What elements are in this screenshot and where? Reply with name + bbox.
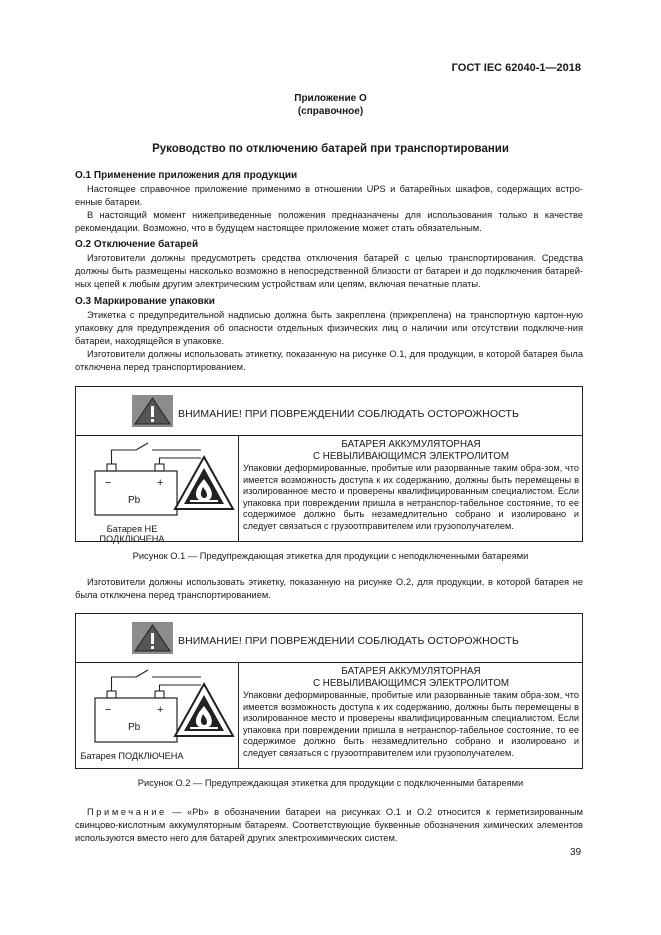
label-heading-line2: С НЕВЫЛИВАЮЩИМСЯ ЭЛЕКТРОЛИТОМ <box>313 450 509 462</box>
page-number: 39 <box>570 847 582 858</box>
label-heading-line1: БАТАРЕЯ АККУМУЛЯТОРНАЯ <box>341 666 481 677</box>
warning-label-disconnected <box>75 386 583 542</box>
appendix-title: Приложение О <box>294 93 367 104</box>
battery-plus: + <box>157 704 164 716</box>
note-text: — «Pb» в обозначении батареи на рисунках О.1 и О.2 относится к герметизированным свинцово-кислотным аккумуляторным батареям. Соответствующие буквенные обозначения химических элементов используются вместо него для батарей других электрохимических систем. <box>75 807 583 843</box>
note-label: Примечание <box>87 807 167 817</box>
appendix-subtitle: (справочное) <box>297 106 364 117</box>
paragraph-o2-1: Изготовители должны предусмотреть средства отключения батарей с целью транспортирования. Средства должны быть размещены насколько возможно в непосредственной близости от батареи и до подключения батарей-ных цепей к любым другим электрическим устройствам или цепям, включая печатные платы. <box>75 253 583 289</box>
label-info <box>243 439 579 532</box>
label-instructions: Упаковки деформированные, пробитые или разорванные таким обра-зом, что имеется возможность доступа к их содержанию, должны быть перемещены в изолированное место и проверены квалифицированным специалистом. Если упаковка при повреждении пришла в нетранспор-табельное состояние, то ее содержимое должно быть незамедлительно собрано и изолировано и следует связаться с грузоотправителем или грузополучателем. <box>243 690 579 758</box>
warning-icon <box>132 395 173 427</box>
standard-header: ГОСТ IEC 62040-1—2018 <box>451 62 581 74</box>
note-paragraph <box>75 806 583 844</box>
figure-caption-1: Рисунок О.1 — Предупреждающая этикетка для продукции с неподключенными батареями <box>132 551 529 561</box>
warning-text: ВНИМАНИЕ! ПРИ ПОВРЕЖДЕНИИ СОБЛЮДАТЬ ОСТОРОЖНОСТЬ <box>178 635 519 647</box>
label-warning-bar <box>76 387 582 436</box>
battery-minus: − <box>105 704 112 716</box>
section-heading-o2: О.2 Отключение батарей <box>75 239 199 250</box>
battery-status: Батарея ПОДКЛЮЧЕНА <box>80 751 184 761</box>
flammable-warning-icon <box>175 457 233 509</box>
page-title: Руководство по отключению батарей при транспортировании <box>152 143 509 155</box>
battery-panel <box>76 662 239 768</box>
section-heading-o1: О.1 Применение приложения для продукции <box>75 170 298 181</box>
section-heading-o3: О.3 Маркирование упаковки <box>75 296 215 307</box>
label-warning-bar <box>76 614 582 663</box>
label-info <box>243 666 579 759</box>
warning-label-connected <box>75 613 583 769</box>
battery-plus: + <box>157 477 164 489</box>
appendix-heading <box>0 92 661 118</box>
battery-status: Батарея НЕ ПОДКЛЮЧЕНА <box>99 524 165 544</box>
battery-minus: − <box>105 477 112 489</box>
battery-chemistry: Pb <box>128 722 141 733</box>
warning-text: ВНИМАНИЕ! ПРИ ПОВРЕЖДЕНИИ СОБЛЮДАТЬ ОСТОРОЖНОСТЬ <box>178 408 519 420</box>
label-heading-line2: С НЕВЫЛИВАЮЩИМСЯ ЭЛЕКТРОЛИТОМ <box>313 677 509 689</box>
paragraph-o3-1: Этикетка с предупредительной надписью должна быть закреплена (прикреплена) на транспортную картон-ную упаковку для предупреждения об опасности отдельных физических лиц о наличии или отсутствии подключе-ния батареи, находящейся в упаковке. <box>75 310 583 346</box>
label-instructions: Упаковки деформированные, пробитые или разорванные таким обра-зом, что имеется возможность доступа к их содержанию, должны быть перемещены в изолированное место и проверены квалифицированным специалистом. Если упаковка при повреждении пришла в нетранспор-табельное состояние, то ее содержимое должно быть незамедлительно собрано и изолировано и следует связаться с грузоотправителем или грузополучателем. <box>243 463 579 531</box>
paragraph-o1-2: В настоящий момент нижеприведенные положения предназначены для использования только в качестве рекомендации. Возможно, что в будущем настоящее приложение может стать обязательным. <box>75 210 583 233</box>
warning-icon <box>132 622 173 654</box>
paragraph-o1-1: Настоящее справочное приложение применимо в отношении UPS и батарейных шкафов, содержащих встро-енные батареи. <box>75 184 583 207</box>
paragraph-figure2-intro: Изготовители должны использовать этикетку, показанную на рисунке О.2, для продукции, в которой батарея не была отключена перед транспортированием. <box>75 577 583 600</box>
figure-caption-2: Рисунок О.2 — Предупреждающая этикетка для продукции с подключенными батареями <box>137 778 524 788</box>
battery-panel <box>76 435 239 544</box>
paragraph-o3-2: Изготовители должны использовать этикетку, показанную на рисунке О.1, для продукции, в которой батарея была отключена перед транспортированием. <box>75 349 583 372</box>
label-heading-line1: БАТАРЕЯ АККУМУЛЯТОРНАЯ <box>341 439 481 450</box>
flammable-warning-icon <box>175 684 233 736</box>
battery-chemistry: Pb <box>128 495 141 506</box>
